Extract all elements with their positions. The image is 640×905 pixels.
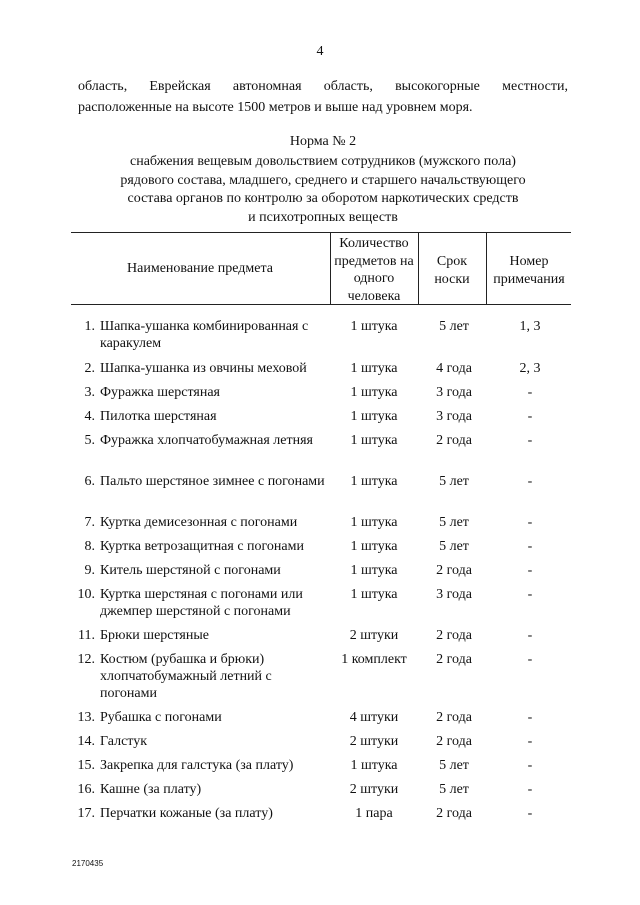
item-number: 1. — [84, 319, 95, 334]
item-name: Куртка ветрозащитная с погонами — [100, 539, 304, 554]
item-note: - — [527, 539, 533, 554]
item-number: 3. — [84, 385, 95, 400]
item-term: 2 года — [436, 734, 472, 749]
item-term: 2 года — [436, 652, 472, 667]
item-name: Куртка демисезонная с погонами — [100, 515, 298, 530]
item-term: 3 года — [436, 409, 472, 424]
item-quantity: 1 штука — [350, 361, 398, 376]
item-note: - — [527, 628, 533, 643]
item-note: - — [527, 652, 533, 667]
item-name: Фуражка шерстяная — [100, 385, 220, 400]
item-name: Закрепка для галстука (за плату) — [100, 758, 294, 773]
item-number: 9. — [84, 563, 95, 578]
item-note: - — [527, 385, 533, 400]
item-name: Шапка-ушанка из овчины меховой — [100, 361, 307, 376]
norm-heading-line: и психотропных веществ — [248, 209, 398, 225]
item-name: Пальто шерстяное зимнее с погонами — [100, 474, 325, 489]
item-number: 17. — [77, 806, 95, 821]
item-number: 14. — [77, 734, 95, 749]
item-term: 2 года — [436, 563, 472, 578]
item-note: - — [527, 515, 533, 530]
item-term: 2 года — [436, 710, 472, 725]
item-quantity: 1 штука — [350, 563, 398, 578]
item-term: 5 лет — [439, 319, 469, 334]
item-note: - — [527, 782, 533, 797]
item-number: 7. — [84, 515, 95, 530]
item-name: Фуражка хлопчатобумажная летняя — [100, 433, 313, 448]
item-number: 5. — [84, 433, 95, 448]
item-name: Шапка-ушанка комбинированная с каракулем — [100, 319, 309, 351]
item-term: 4 года — [436, 361, 472, 376]
item-name: Брюки шерстяные — [100, 628, 209, 643]
footer-code: 2170435 — [72, 859, 104, 868]
item-number: 10. — [77, 587, 95, 602]
item-quantity: 1 штука — [350, 433, 398, 448]
item-name: Костюм (рубашка и брюки) хлопчатобумажный летний с погонами — [100, 652, 272, 701]
item-number: 15. — [77, 758, 95, 773]
item-number: 2. — [84, 361, 95, 376]
header-term: Срок носки — [434, 254, 470, 287]
item-number: 16. — [77, 782, 95, 797]
norm-heading-line: снабжения вещевым довольствием сотрудников (мужского пола) — [130, 154, 516, 170]
item-term: 3 года — [436, 385, 472, 400]
item-number: 8. — [84, 539, 95, 554]
item-quantity: 1 штука — [350, 587, 398, 602]
item-term: 5 лет — [439, 474, 469, 489]
item-number: 6. — [84, 474, 95, 489]
item-term: 5 лет — [439, 539, 469, 554]
item-quantity: 1 штука — [350, 515, 398, 530]
item-note: - — [527, 734, 533, 749]
item-quantity: 1 комплект — [341, 652, 407, 667]
item-term: 2 года — [436, 806, 472, 821]
item-quantity: 1 штука — [350, 758, 398, 773]
norm-heading-line: состава органов по контролю за оборотом наркотических средств — [127, 191, 519, 207]
table-top-rule — [71, 232, 571, 233]
item-name: Кашне (за плату) — [100, 782, 202, 797]
item-number: 12. — [77, 652, 95, 667]
header-name: Наименование предмета — [127, 261, 273, 276]
item-note: - — [527, 563, 533, 578]
item-quantity: 1 пара — [355, 806, 393, 821]
item-term: 3 года — [436, 587, 472, 602]
item-name: Китель шерстяной с погонами — [100, 563, 281, 578]
item-quantity: 4 штуки — [349, 710, 399, 725]
item-note: - — [527, 587, 533, 602]
norm-heading — [78, 133, 568, 227]
item-note: 1, 3 — [519, 319, 541, 334]
header-note: Номер примечания — [493, 254, 565, 287]
header-quantity: Количество предметов на одного человека — [334, 236, 414, 304]
item-name: Пилотка шерстяная — [100, 409, 217, 424]
item-name: Рубашка с погонами — [100, 710, 222, 725]
item-name: Перчатки кожаные (за плату) — [100, 806, 273, 821]
item-quantity: 1 штука — [350, 539, 398, 554]
norm-title: Норма № 2 — [289, 134, 357, 149]
item-note: 2, 3 — [519, 361, 541, 376]
item-term: 5 лет — [439, 782, 469, 797]
intro-paragraph: область, Еврейская автономная область, высокогорные местности, расположенные на высоте 1500 метров и выше над уровнем моря. — [78, 79, 568, 115]
item-note: - — [527, 409, 533, 424]
item-quantity: 2 штуки — [349, 782, 399, 797]
item-number: 11. — [78, 628, 95, 643]
item-note: - — [527, 433, 533, 448]
item-quantity: 1 штука — [350, 319, 398, 334]
header-bottom-rule — [71, 304, 571, 305]
item-term: 5 лет — [439, 758, 469, 773]
item-quantity: 1 штука — [350, 474, 398, 489]
item-note: - — [527, 758, 533, 773]
item-quantity: 2 штуки — [349, 628, 399, 643]
item-quantity: 2 штуки — [349, 734, 399, 749]
item-number: 4. — [84, 409, 95, 424]
norm-heading-line: рядового состава, младшего, среднего и старшего начальствующего — [120, 172, 526, 188]
item-note: - — [527, 710, 533, 725]
page-number: 4 — [316, 44, 324, 59]
item-term: 2 года — [436, 433, 472, 448]
item-quantity: 1 штука — [350, 409, 398, 424]
item-name: Куртка шерстяная с погонами или джемпер шерстяной с погонами — [100, 587, 303, 619]
item-name: Галстук — [100, 734, 148, 749]
item-note: - — [527, 806, 533, 821]
item-term: 5 лет — [439, 515, 469, 530]
item-term: 2 года — [436, 628, 472, 643]
item-note: - — [527, 474, 533, 489]
item-quantity: 1 штука — [350, 385, 398, 400]
item-number: 13. — [77, 710, 95, 725]
